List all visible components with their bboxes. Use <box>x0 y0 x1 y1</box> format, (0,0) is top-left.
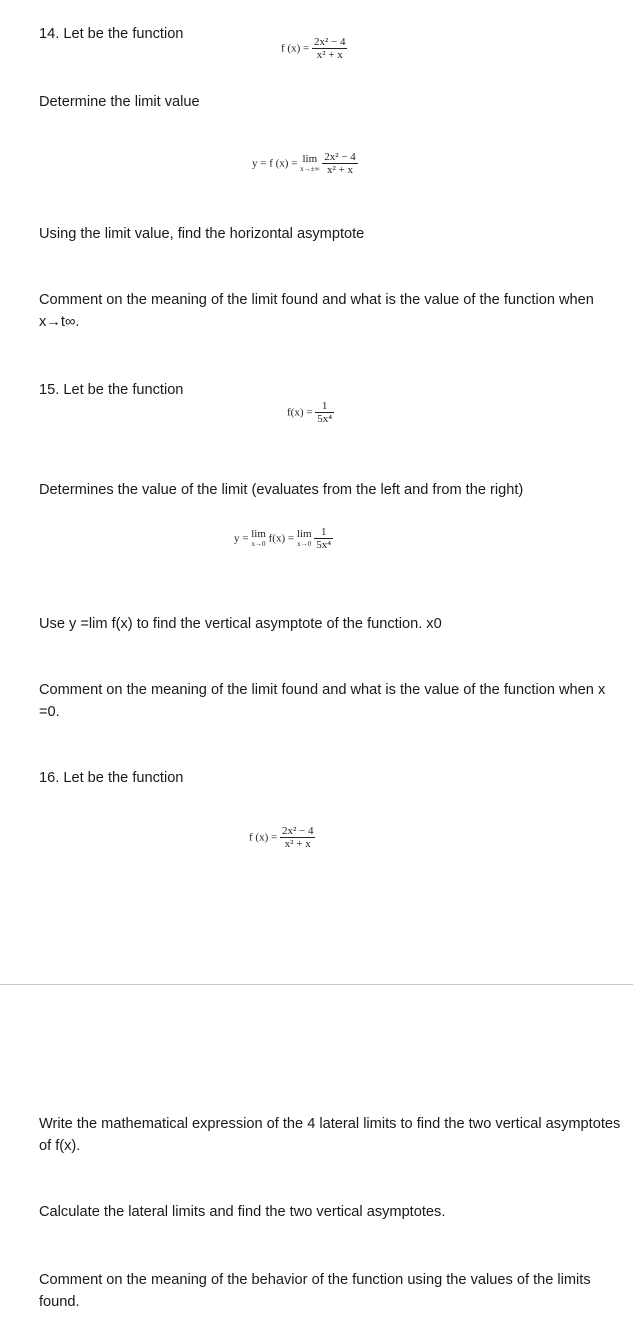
q16-function-formula <box>249 825 315 850</box>
q16-func-fraction <box>280 825 316 850</box>
q15-limit-y: y = <box>234 532 249 545</box>
q15-function-formula <box>287 400 334 425</box>
q16-func-lhs: f (x) = <box>249 831 278 844</box>
q14-determine-text: Determine the limit value <box>39 94 200 110</box>
q14-title: 14. Let be the function <box>39 26 184 42</box>
q14-lim-subscript: x→±∞ <box>300 164 320 173</box>
q16-write-text: Write the mathematical expression of the 4 lateral limits to find the two vertical asymptotes of f(x). <box>39 1116 621 1154</box>
q15-use-text: Use y =lim f(x) to find the vertical asymptote of the function. x0 <box>39 616 442 632</box>
q15-comment-text: Comment on the meaning of the limit found and what is the value of the function when x =0. <box>39 682 606 720</box>
q14-limit-denominator: x² + x <box>327 164 354 176</box>
q14-function-formula <box>281 36 347 61</box>
q14-limit-lhs: y = f (x) = <box>252 157 298 170</box>
q15-limit-operator-2 <box>297 529 312 549</box>
q14-comment-text: Comment on the meaning of the limit found and what is the value of the function when x→t∞. <box>39 292 594 330</box>
q14-asymptote-text: Using the limit value, find the horizontal asymptote <box>39 226 365 242</box>
page-divider <box>0 984 633 985</box>
q15-func-numerator: 1 <box>315 400 334 413</box>
q15-limit-fraction <box>314 526 333 551</box>
q14-lim-word: lim <box>302 152 318 165</box>
q15-lim2-word: lim <box>296 527 312 540</box>
q14-func-lhs: f (x) = <box>281 42 310 55</box>
q14-func-numerator: 2x² − 4 <box>313 36 346 48</box>
q14-limit-formula <box>252 151 358 176</box>
q15-limit-denominator: 5x⁴ <box>316 539 332 551</box>
q14-limit-operator <box>300 154 319 174</box>
q14-limit-numerator: 2x² − 4 <box>324 151 356 163</box>
q15-title: 15. Let be the function <box>39 382 184 398</box>
q15-lim1-word: lim <box>251 527 266 540</box>
q14-func-denominator: x² + x <box>316 49 343 61</box>
q14-limit-fraction <box>322 151 358 176</box>
q16-func-denominator: x² + x <box>284 838 311 850</box>
q15-limit-formula <box>234 526 333 551</box>
q15-lim1-subscript: x→0 <box>251 539 266 548</box>
q15-func-fraction <box>315 400 334 425</box>
q15-lim1-expression: f(x) = <box>268 532 295 545</box>
q16-calculate-text: Calculate the lateral limits and find the two vertical asymptotes. <box>39 1204 446 1220</box>
q15-limit-numerator: 1 <box>314 526 333 539</box>
q15-limit-operator-1 <box>251 529 266 549</box>
q14-func-fraction <box>312 36 348 61</box>
q16-title: 16. Let be the function <box>39 770 184 786</box>
q15-func-denominator: 5x⁴ <box>317 413 333 425</box>
q16-func-numerator: 2x² − 4 <box>281 825 314 837</box>
q15-func-lhs: f(x) = <box>287 406 313 419</box>
q15-lim2-subscript: x→0 <box>297 539 312 548</box>
q15-determines-text: Determines the value of the limit (evaluates from the left and from the right) <box>39 482 524 498</box>
q16-comment-text: Comment on the meaning of the behavior of the function using the values of the limits found. <box>39 1272 591 1310</box>
